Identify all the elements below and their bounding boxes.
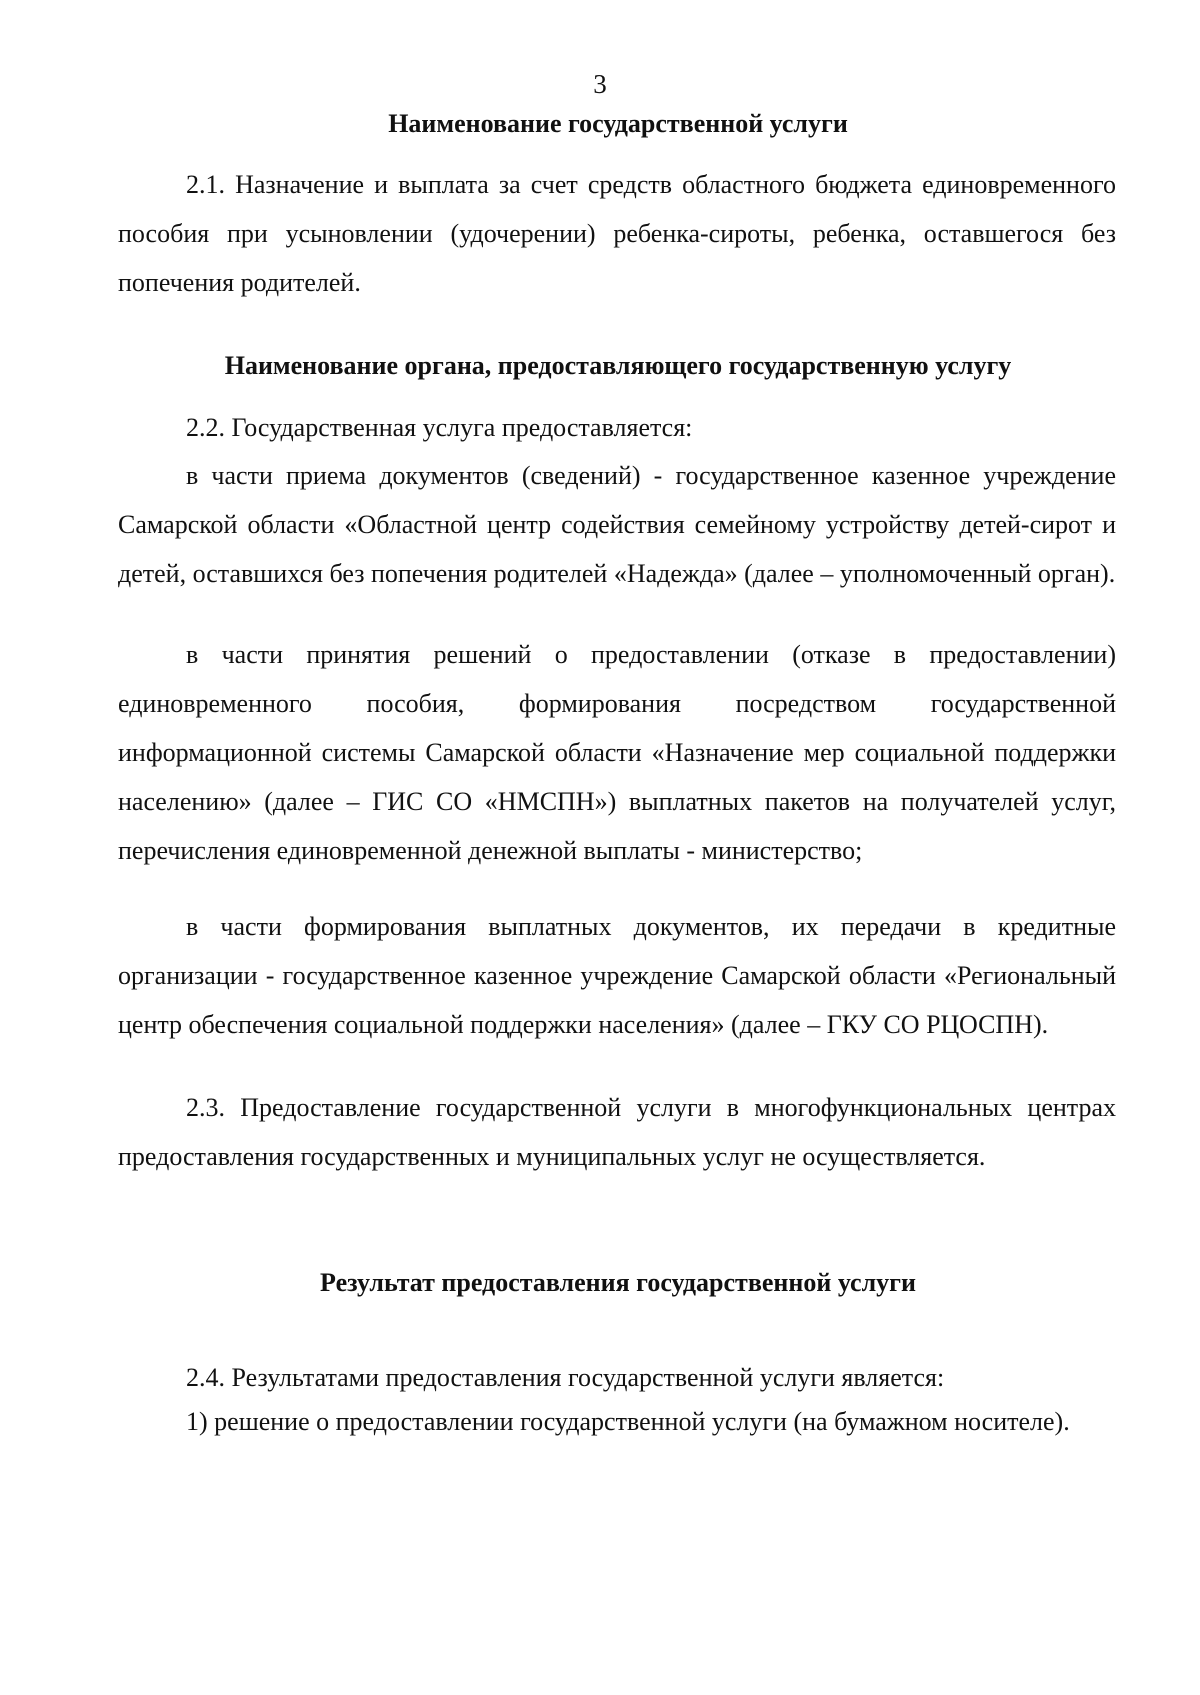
paragraph-result-item-1: 1) решение о предоставлении государственной услуги (на бумажном носителе).	[186, 1407, 1070, 1436]
section-heading-result: Результат предоставления государственной услуги	[320, 1268, 916, 1297]
paragraph-2-2: 2.2. Государственная услуга предоставляется:	[186, 413, 693, 442]
section-heading-service-name: Наименование государственной услуги	[388, 109, 848, 138]
paragraph-document-intake: в части приема документов (сведений) - государственное казенное учреждение Самарской области «Областной центр содействия семейному устройству детей-сирот и детей, оставшихся без попечения родителей «Надежда» (далее – уполномоченный орган).	[118, 461, 1116, 588]
section-heading-providing-body: Наименование органа, предоставляющего государственную услугу	[224, 351, 1012, 380]
paragraph-2-1: 2.1. Назначение и выплата за счет средств областного бюджета единовременного пособия при усыновлении (удочерении) ребенка-сироты, ребенка, оставшегося без попечения родителей.	[118, 170, 1116, 297]
paragraph-2-3: 2.3. Предоставление государственной услуги в многофункциональных центрах предоставления государственных и муниципальных услуг не осуществляется.	[118, 1093, 1116, 1171]
paragraph-payment-documents: в части формирования выплатных документов, их передачи в кредитные организации - государственное казенное учреждение Самарской области «Региональный центр обеспечения социальной поддержки населения» (далее – ГКУ СО РЦОСПН).	[118, 912, 1116, 1039]
page-number: 3	[593, 69, 607, 99]
paragraph-2-4: 2.4. Результатами предоставления государственной услуги является:	[186, 1363, 945, 1392]
paragraph-decision-making: в части принятия решений о предоставлении (отказе в предоставлении) единовременного пособия, формирования посредством государственной информационной системы Самарской области «Назначение мер социальной поддержки населению» (далее – ГИС СО «НМСПН») выплатных пакетов на получателей услуг, перечисления единовременной денежной выплаты - министерство;	[118, 640, 1116, 865]
